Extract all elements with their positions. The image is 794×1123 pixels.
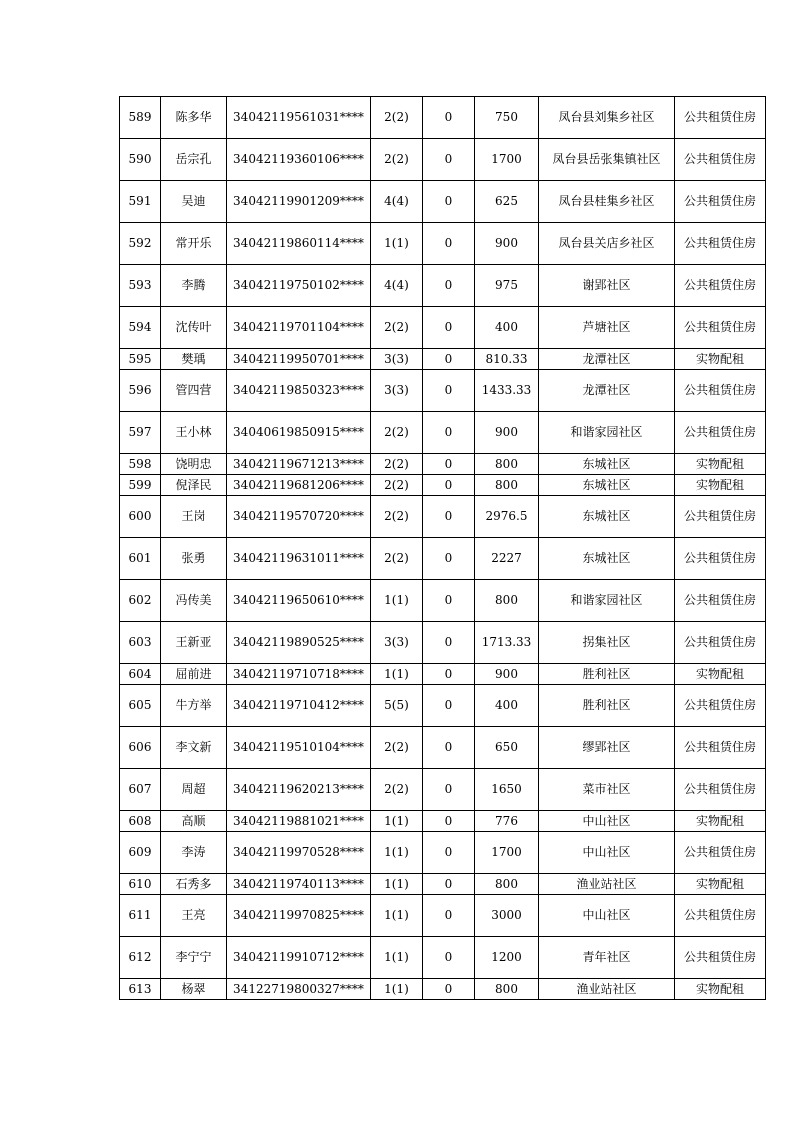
id-number: 34122719800327**** — [227, 979, 371, 1000]
value-zero: 0 — [423, 979, 475, 1000]
community-name: 芦塘社区 — [539, 307, 675, 349]
community-name: 谢郢社区 — [539, 265, 675, 307]
table-row — [120, 454, 766, 475]
table-row — [120, 769, 766, 811]
value-zero: 0 — [423, 811, 475, 832]
table-row — [120, 538, 766, 580]
housing-type: 公共租赁住房 — [675, 412, 766, 454]
housing-type: 公共租赁住房 — [675, 622, 766, 664]
id-number: 34042119890525**** — [227, 622, 371, 664]
table-row — [120, 265, 766, 307]
housing-type: 公共租赁住房 — [675, 496, 766, 538]
row-number: 595 — [120, 349, 161, 370]
subsidy-amount: 800 — [475, 580, 539, 622]
value-zero: 0 — [423, 370, 475, 412]
applicant-name: 岳宗孔 — [161, 139, 227, 181]
household-members: 1(1) — [371, 811, 423, 832]
housing-type: 公共租赁住房 — [675, 685, 766, 727]
table-row — [120, 181, 766, 223]
applicant-name: 王新亚 — [161, 622, 227, 664]
id-number: 34042119740113**** — [227, 874, 371, 895]
community-name: 胜利社区 — [539, 664, 675, 685]
subsidy-amount: 2227 — [475, 538, 539, 580]
applicant-name: 李文新 — [161, 727, 227, 769]
subsidy-amount: 1700 — [475, 139, 539, 181]
value-zero: 0 — [423, 685, 475, 727]
housing-type: 公共租赁住房 — [675, 895, 766, 937]
applicant-name: 倪泽民 — [161, 475, 227, 496]
id-number: 34042119710718**** — [227, 664, 371, 685]
housing-type: 实物配租 — [675, 475, 766, 496]
household-members: 2(2) — [371, 769, 423, 811]
housing-type: 公共租赁住房 — [675, 727, 766, 769]
value-zero: 0 — [423, 622, 475, 664]
id-number: 34042119850323**** — [227, 370, 371, 412]
housing-type: 实物配租 — [675, 664, 766, 685]
housing-type: 实物配租 — [675, 811, 766, 832]
value-zero: 0 — [423, 223, 475, 265]
household-members: 1(1) — [371, 832, 423, 874]
table-row — [120, 349, 766, 370]
value-zero: 0 — [423, 895, 475, 937]
housing-type: 实物配租 — [675, 979, 766, 1000]
table-row — [120, 895, 766, 937]
community-name: 中山社区 — [539, 895, 675, 937]
household-members: 2(2) — [371, 307, 423, 349]
table-row — [120, 727, 766, 769]
housing-type: 公共租赁住房 — [675, 181, 766, 223]
subsidy-amount: 1200 — [475, 937, 539, 979]
id-number: 34042119710412**** — [227, 685, 371, 727]
applicant-name: 石秀多 — [161, 874, 227, 895]
value-zero: 0 — [423, 769, 475, 811]
housing-type: 公共租赁住房 — [675, 139, 766, 181]
community-name: 和谐家园社区 — [539, 580, 675, 622]
value-zero: 0 — [423, 412, 475, 454]
value-zero: 0 — [423, 181, 475, 223]
housing-type: 公共租赁住房 — [675, 538, 766, 580]
row-number: 604 — [120, 664, 161, 685]
table-row — [120, 979, 766, 1000]
applicant-name: 张勇 — [161, 538, 227, 580]
household-members: 4(4) — [371, 265, 423, 307]
table-row — [120, 685, 766, 727]
subsidy-amount: 1713.33 — [475, 622, 539, 664]
table-row — [120, 496, 766, 538]
household-members: 1(1) — [371, 874, 423, 895]
table-row — [120, 580, 766, 622]
applicant-name: 吴迪 — [161, 181, 227, 223]
applicant-name: 王亮 — [161, 895, 227, 937]
row-number: 597 — [120, 412, 161, 454]
table-row — [120, 370, 766, 412]
subsidy-amount: 800 — [475, 454, 539, 475]
household-members: 2(2) — [371, 538, 423, 580]
housing-type: 公共租赁住房 — [675, 307, 766, 349]
household-members: 1(1) — [371, 937, 423, 979]
row-number: 592 — [120, 223, 161, 265]
table-row — [120, 475, 766, 496]
applicant-name: 王岗 — [161, 496, 227, 538]
subsidy-amount: 975 — [475, 265, 539, 307]
id-number: 34042119570720**** — [227, 496, 371, 538]
table-row — [120, 622, 766, 664]
id-number: 34042119901209**** — [227, 181, 371, 223]
row-number: 610 — [120, 874, 161, 895]
household-members: 3(3) — [371, 370, 423, 412]
row-number: 589 — [120, 97, 161, 139]
household-members: 2(2) — [371, 496, 423, 538]
applicant-name: 冯传美 — [161, 580, 227, 622]
community-name: 凤台县岳张集镇社区 — [539, 139, 675, 181]
community-name: 凤台县关店乡社区 — [539, 223, 675, 265]
housing-type: 公共租赁住房 — [675, 937, 766, 979]
row-number: 600 — [120, 496, 161, 538]
housing-type: 公共租赁住房 — [675, 265, 766, 307]
household-members: 1(1) — [371, 895, 423, 937]
id-number: 34042119681206**** — [227, 475, 371, 496]
id-number: 34040619850915**** — [227, 412, 371, 454]
value-zero: 0 — [423, 664, 475, 685]
housing-type: 公共租赁住房 — [675, 580, 766, 622]
value-zero: 0 — [423, 307, 475, 349]
id-number: 34042119561031**** — [227, 97, 371, 139]
community-name: 缪郢社区 — [539, 727, 675, 769]
housing-type: 公共租赁住房 — [675, 97, 766, 139]
value-zero: 0 — [423, 265, 475, 307]
subsidy-amount: 400 — [475, 307, 539, 349]
id-number: 34042119650610**** — [227, 580, 371, 622]
row-number: 601 — [120, 538, 161, 580]
community-name: 龙潭社区 — [539, 349, 675, 370]
community-name: 东城社区 — [539, 454, 675, 475]
household-members: 2(2) — [371, 475, 423, 496]
subsidy-amount: 1700 — [475, 832, 539, 874]
housing-type: 实物配租 — [675, 874, 766, 895]
household-members: 2(2) — [371, 139, 423, 181]
community-name: 青年社区 — [539, 937, 675, 979]
value-zero: 0 — [423, 349, 475, 370]
household-members: 3(3) — [371, 622, 423, 664]
id-number: 34042119750102**** — [227, 265, 371, 307]
household-members: 2(2) — [371, 412, 423, 454]
table-row — [120, 937, 766, 979]
row-number: 594 — [120, 307, 161, 349]
table-row — [120, 664, 766, 685]
applicant-name: 高顺 — [161, 811, 227, 832]
row-number: 598 — [120, 454, 161, 475]
community-name: 龙潭社区 — [539, 370, 675, 412]
community-name: 菜市社区 — [539, 769, 675, 811]
subsidy-amount: 625 — [475, 181, 539, 223]
applicant-name: 王小林 — [161, 412, 227, 454]
value-zero: 0 — [423, 475, 475, 496]
community-name: 和谐家园社区 — [539, 412, 675, 454]
applicant-name: 陈多华 — [161, 97, 227, 139]
community-name: 凤台县桂集乡社区 — [539, 181, 675, 223]
applicant-name: 李腾 — [161, 265, 227, 307]
subsidy-amount: 810.33 — [475, 349, 539, 370]
table-row — [120, 223, 766, 265]
row-number: 593 — [120, 265, 161, 307]
allocation-table — [119, 96, 766, 1000]
community-name: 东城社区 — [539, 496, 675, 538]
applicant-name: 牛方举 — [161, 685, 227, 727]
household-members: 3(3) — [371, 349, 423, 370]
subsidy-amount: 900 — [475, 223, 539, 265]
community-name: 中山社区 — [539, 811, 675, 832]
row-number: 611 — [120, 895, 161, 937]
community-name: 凤台县刘集乡社区 — [539, 97, 675, 139]
id-number: 34042119620213**** — [227, 769, 371, 811]
applicant-name: 饶明忠 — [161, 454, 227, 475]
applicant-name: 屈前进 — [161, 664, 227, 685]
housing-type: 公共租赁住房 — [675, 832, 766, 874]
row-number: 607 — [120, 769, 161, 811]
applicant-name: 沈传叶 — [161, 307, 227, 349]
applicant-name: 李涛 — [161, 832, 227, 874]
subsidy-amount: 1650 — [475, 769, 539, 811]
subsidy-amount: 3000 — [475, 895, 539, 937]
applicant-name: 杨翠 — [161, 979, 227, 1000]
housing-type: 实物配租 — [675, 349, 766, 370]
value-zero: 0 — [423, 874, 475, 895]
id-number: 34042119671213**** — [227, 454, 371, 475]
id-number: 34042119970528**** — [227, 832, 371, 874]
value-zero: 0 — [423, 937, 475, 979]
community-name: 拐集社区 — [539, 622, 675, 664]
table-row — [120, 307, 766, 349]
row-number: 596 — [120, 370, 161, 412]
subsidy-amount: 2976.5 — [475, 496, 539, 538]
applicant-name: 常开乐 — [161, 223, 227, 265]
row-number: 613 — [120, 979, 161, 1000]
housing-type: 实物配租 — [675, 454, 766, 475]
subsidy-amount: 1433.33 — [475, 370, 539, 412]
value-zero: 0 — [423, 496, 475, 538]
id-number: 34042119860114**** — [227, 223, 371, 265]
row-number: 606 — [120, 727, 161, 769]
community-name: 东城社区 — [539, 475, 675, 496]
community-name: 胜利社区 — [539, 685, 675, 727]
subsidy-amount: 800 — [475, 979, 539, 1000]
subsidy-amount: 900 — [475, 664, 539, 685]
household-members: 4(4) — [371, 181, 423, 223]
value-zero: 0 — [423, 727, 475, 769]
table-row — [120, 832, 766, 874]
id-number: 34042119950701**** — [227, 349, 371, 370]
value-zero: 0 — [423, 832, 475, 874]
community-name: 渔业站社区 — [539, 874, 675, 895]
row-number: 591 — [120, 181, 161, 223]
value-zero: 0 — [423, 139, 475, 181]
table-row — [120, 139, 766, 181]
housing-type: 公共租赁住房 — [675, 223, 766, 265]
household-members: 2(2) — [371, 97, 423, 139]
housing-type: 公共租赁住房 — [675, 769, 766, 811]
applicant-name: 周超 — [161, 769, 227, 811]
subsidy-amount: 650 — [475, 727, 539, 769]
id-number: 34042119970825**** — [227, 895, 371, 937]
value-zero: 0 — [423, 580, 475, 622]
id-number: 34042119360106**** — [227, 139, 371, 181]
community-name: 东城社区 — [539, 538, 675, 580]
table-row — [120, 811, 766, 832]
subsidy-amount: 800 — [475, 874, 539, 895]
table-row — [120, 412, 766, 454]
housing-type: 公共租赁住房 — [675, 370, 766, 412]
value-zero: 0 — [423, 97, 475, 139]
applicant-name: 管四营 — [161, 370, 227, 412]
row-number: 603 — [120, 622, 161, 664]
table-row — [120, 97, 766, 139]
household-members: 2(2) — [371, 727, 423, 769]
id-number: 34042119631011**** — [227, 538, 371, 580]
row-number: 612 — [120, 937, 161, 979]
subsidy-amount: 400 — [475, 685, 539, 727]
household-members: 2(2) — [371, 454, 423, 475]
table-row — [120, 874, 766, 895]
applicant-name: 李宁宁 — [161, 937, 227, 979]
row-number: 590 — [120, 139, 161, 181]
row-number: 605 — [120, 685, 161, 727]
row-number: 599 — [120, 475, 161, 496]
community-name: 渔业站社区 — [539, 979, 675, 1000]
id-number: 34042119701104**** — [227, 307, 371, 349]
subsidy-amount: 900 — [475, 412, 539, 454]
subsidy-amount: 750 — [475, 97, 539, 139]
applicant-name: 樊瑀 — [161, 349, 227, 370]
row-number: 608 — [120, 811, 161, 832]
value-zero: 0 — [423, 538, 475, 580]
subsidy-amount: 800 — [475, 475, 539, 496]
household-members: 1(1) — [371, 979, 423, 1000]
row-number: 602 — [120, 580, 161, 622]
row-number: 609 — [120, 832, 161, 874]
household-members: 1(1) — [371, 580, 423, 622]
id-number: 34042119910712**** — [227, 937, 371, 979]
id-number: 34042119510104**** — [227, 727, 371, 769]
value-zero: 0 — [423, 454, 475, 475]
household-members: 1(1) — [371, 223, 423, 265]
household-members: 5(5) — [371, 685, 423, 727]
id-number: 34042119881021**** — [227, 811, 371, 832]
household-members: 1(1) — [371, 664, 423, 685]
subsidy-amount: 776 — [475, 811, 539, 832]
community-name: 中山社区 — [539, 832, 675, 874]
table-body — [120, 97, 766, 1000]
